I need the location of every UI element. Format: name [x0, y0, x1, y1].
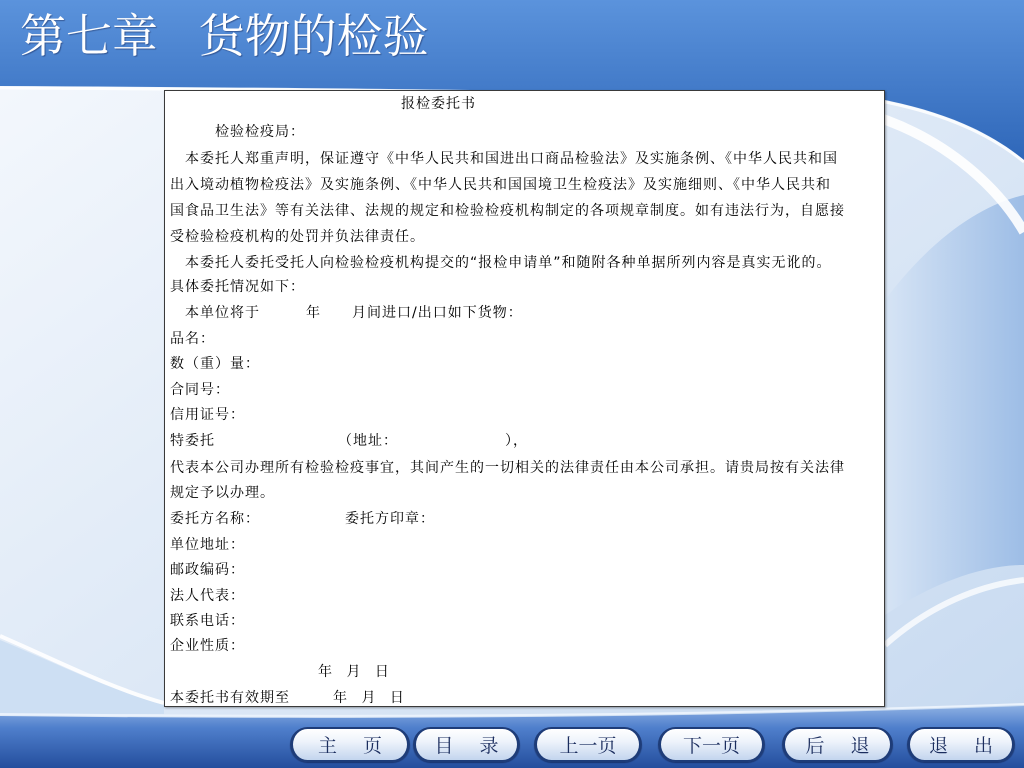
validity-date: 年 月 日	[333, 690, 405, 706]
entrust-prefix: 特委托	[170, 433, 215, 449]
paragraph-line: 国食品卫生法》等有关法律、法规的规定和检验检疫机构制定的各项规章制度。如有违法行为，自愿接	[170, 203, 845, 219]
unit-address-label: 单位地址：	[170, 537, 245, 553]
import-line-suffix: 月间进口/出口如下货物：	[352, 305, 523, 321]
nav-next-label: 下一页	[682, 735, 740, 757]
client-seal-label: 委托方印章：	[345, 511, 435, 527]
nav-exit-label: 退 出	[928, 735, 994, 757]
enterprise-type-label: 企业性质：	[170, 638, 245, 654]
entrust-close: ），	[505, 433, 528, 449]
legal-rep-label: 法人代表：	[170, 588, 245, 604]
import-line-prefix: 本单位将于	[185, 305, 260, 321]
paragraph-line: 出入境动植物检疫法》及实施条例、《中华人民共和国国境卫生检疫法》及实施细则、《中华人民共和	[170, 177, 831, 193]
nav-home-label: 主 页	[317, 735, 383, 757]
goods-name-label: 品名：	[170, 331, 215, 347]
entrustment-document	[164, 90, 885, 707]
nav-next-button[interactable]	[658, 727, 765, 762]
paragraph-line: 受检验检疫机构的处罚并负法律责任。	[170, 229, 425, 245]
lc-no-label: 信用证号：	[170, 407, 245, 423]
nav-back-label: 后 退	[805, 735, 870, 757]
addressee-line: 检验检疫局：	[215, 124, 305, 140]
postal-code-label: 邮政编码：	[170, 562, 245, 578]
slide-title: 第七章 货物的检验	[20, 9, 429, 63]
contract-no-label: 合同号：	[170, 382, 230, 398]
paragraph-line: 具体委托情况如下：	[170, 279, 305, 295]
nav-prev-button[interactable]	[534, 727, 642, 762]
client-name-label: 委托方名称：	[170, 511, 260, 527]
nav-contents-button[interactable]	[413, 727, 520, 762]
nav-home-button[interactable]	[290, 727, 410, 762]
entrust-address: （地址：	[338, 433, 398, 449]
phone-label: 联系电话：	[170, 613, 245, 629]
signature-date: 年 月 日	[318, 664, 390, 680]
paragraph-line: 规定予以办理。	[170, 485, 275, 501]
paragraph-line: 本委托人委托受托人向检验检疫机构提交的“报检申请单”和随附各种单据所列内容是真实无讹的。	[185, 255, 832, 271]
quantity-label: 数（重）量：	[170, 356, 260, 372]
paragraph-line: 代表本公司办理所有检验检疫事宜，其间产生的一切相关的法律责任由本公司承担。请贵局按有关法律	[170, 460, 845, 476]
document-heading: 报检委托书	[401, 96, 476, 112]
nav-back-button[interactable]	[782, 727, 893, 762]
nav-prev-label: 上一页	[559, 735, 617, 757]
nav-exit-button[interactable]	[907, 727, 1015, 762]
nav-contents-label: 目 录	[434, 735, 499, 757]
import-line-year: 年	[306, 305, 321, 321]
validity-label: 本委托书有效期至	[170, 690, 290, 706]
paragraph-line: 本委托人郑重声明，保证遵守《中华人民共和国进出口商品检验法》及实施条例、《中华人民共和国	[185, 151, 838, 167]
